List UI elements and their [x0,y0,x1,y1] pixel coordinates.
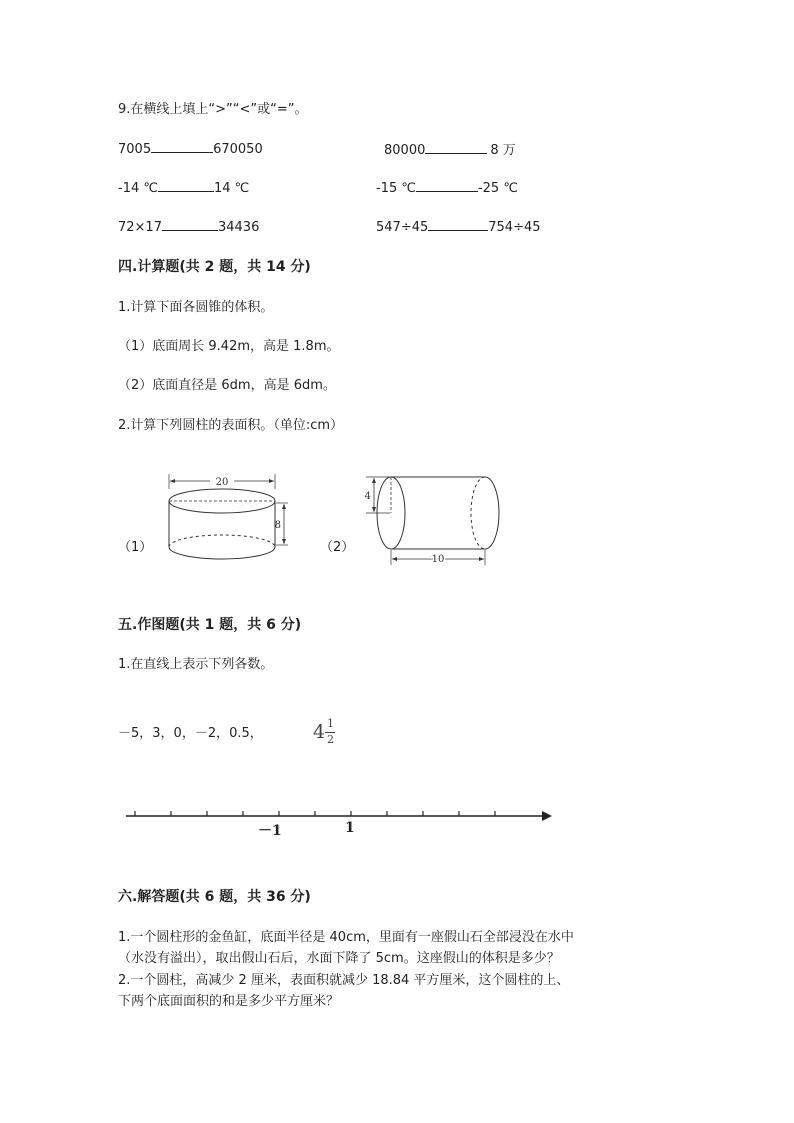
tick-label-pos1: 1 [345,820,355,836]
answer-blank[interactable] [416,178,478,192]
number-line[interactable] [120,804,560,834]
q9-r2-c: -15 ℃ [376,181,416,196]
q9-r1-b: 670050 [213,142,263,157]
section4-q1-b: （2）底面直径是 6dm，高是 6dm。 [118,378,336,393]
section5-title: 五.作图题(共 1 题，共 6 分) [118,617,302,633]
answer-blank[interactable] [162,217,218,231]
cylinder-figure-1 [160,468,300,568]
q9-row1-right [384,139,516,158]
dim-height-label: 8 [274,520,281,531]
q9-r3-c: 547÷45 [376,220,429,235]
tick-label-neg1: －1 [258,823,282,839]
q9-r3-a: 72×17 [118,220,162,235]
section6-title: 六.解答题(共 6 题，共 36 分) [118,889,311,905]
numbers-to-plot: －5，3，0，－2，0.5， [118,726,263,741]
dim-width-label: 20 [215,477,229,488]
mixed-whole: 4 [313,721,326,743]
q9-r1-a: 7005 [118,142,152,157]
q9-row3-left [118,217,259,235]
section4-q1-a: （1）底面周长 9.42m，高是 1.8m。 [118,339,340,354]
q9-r3-d: 754÷45 [488,220,541,235]
q9-r1-c: 80000 [384,143,426,158]
section5-q1: 1.在直线上表示下列各数。 [118,657,274,672]
answer-blank[interactable] [428,217,488,231]
section6-q1-line2: （水没有溢出），取出假山石后，水面下降了 5cm。这座假山的体积是多少？ [118,951,560,966]
q9-r2-a: -14 ℃ [118,181,158,196]
dim-diameter-label: 4 [364,491,371,502]
section6-q1-line1: 1.一个圆柱形的金鱼缸，底面半径是 40cm，里面有一座假山石全部浸没在水中 [118,930,574,945]
section6-q2-line2: 下两个底面面积的和是多少平方厘米？ [118,994,340,1009]
q9-r3-b: 34436 [217,220,260,235]
q9-row2-left [118,178,249,196]
q9-row3-right [376,217,541,235]
section4-q2: 2.计算下列圆柱的表面积。（单位:cm） [118,418,344,433]
q9-row1-left [118,139,263,157]
mixed-denominator: 2 [327,733,334,746]
q9-r1-d: 8 万 [490,143,516,158]
q9-title: 9.在横线上填上“>”“<”或“=”。 [118,102,308,117]
answer-blank[interactable] [425,140,487,154]
figure1-label: （1） [118,540,153,555]
mixed-numerator: 1 [327,717,334,730]
q9-r2-d: -25 ℃ [477,181,518,196]
section4-q1: 1.计算下面各圆锥的体积。 [118,300,274,315]
cylinder-figure-2 [360,470,510,570]
section6-q2-line1: 2.一个圆柱，高减少 2 厘米，表面积就减少 18.84 平方厘米，这个圆柱的上、 [118,973,570,988]
section4-title: 四.计算题(共 2 题，共 14 分) [118,259,311,275]
arrow-right-icon [542,811,552,821]
q9-row2-right [376,178,518,196]
answer-blank[interactable] [151,139,213,153]
dim-length-label: 10 [431,554,445,565]
figure2-label: （2） [320,540,355,555]
answer-blank[interactable] [158,178,214,192]
q9-r2-b: 14 ℃ [213,181,250,196]
